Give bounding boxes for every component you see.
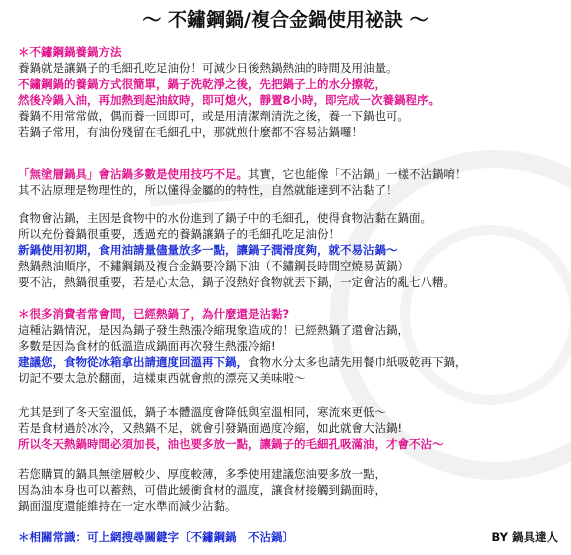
section-heading: ＊不鏽鋼鍋養鍋方法 — [18, 45, 122, 59]
text-line: 多數是因為食材的低溫造成鍋面再次發生熱漲冷縮! — [18, 339, 276, 353]
author-credit: BY 鍋具達人 — [491, 530, 558, 544]
related-tip: ＊相關常識：可上網搜尋關鍵字〔不鏽鋼鍋 不沾鍋〕 — [18, 530, 294, 544]
text-line: 這種沾鍋情況，是因為鍋子發生熱漲冷縮現象造成的！已經熱鍋了還會沾鍋， — [18, 323, 409, 337]
text-line — [18, 166, 563, 182]
text-line: 若鍋子常用，有油份殘留在毛細孔中，那就煎什麼都不容易沾鍋囉！ — [18, 125, 363, 139]
text-line: 鍋面溫度還能維持在一定水準而減少沾黏。 — [18, 499, 237, 513]
plain-text: 其實，它也能像「不沾鍋」一樣不沾鍋唷！ — [248, 167, 467, 181]
text-line: 食物會沾鍋，主因是食物中的水份進到了鍋子中的毛細孔，使得食物沾黏在鍋面。 — [18, 211, 432, 225]
section-faq — [18, 306, 563, 386]
text-line: 若您購買的鍋具無塗層較少、厚度較薄，多季使用建議您油要多放一點， — [18, 467, 386, 481]
text-line: 所以充份養鍋很重要，透過充的養鍋讓鍋子的毛細孔吃足油份！ — [18, 227, 340, 241]
section-winter — [18, 404, 563, 452]
section-heading: ＊很多消費者常會問，已經熱鍋了，為什麼還是沾黏? — [18, 307, 290, 321]
highlight-text: 建議您，食物從冰箱拿出請適度回溫再下鍋， — [18, 355, 248, 369]
section-uncoated — [18, 166, 563, 198]
text-line: 若是食材過於冰冷，又熱鍋不足，就會引發鍋面過度冷縮，如此就會大沾鍋! — [18, 421, 403, 435]
text-line: 熱鍋熱油順序，不鏽鋼鍋及複合金鍋要冷鍋下油（不鏽鋼長時間空燒易黃鍋） — [18, 259, 409, 273]
page-title: ～ 不鏽鋼鍋/複合金鍋使用祕訣 ～ — [142, 9, 429, 31]
text-line: 不鏽鋼鍋的養鍋方式很簡單，鍋子洗乾淨之後，先把鍋子上的水分擦乾， — [18, 77, 386, 91]
text-line: 其不沾原理是物理性的，所以懂得金屬的的特性，自然就能達到不沾黏了！ — [18, 183, 398, 197]
text-line: 新鍋使用初期，食用油請量儘量放多一點，讓鍋子潤滑度夠，就不易沾鍋～ — [18, 243, 398, 257]
text-line: 要不沾，熱鍋很重要，若是心太急，鍋子沒熱好食物就丟下鍋，一定會沾的亂七八糟。 — [18, 275, 455, 289]
plain-text: 食物水分太多也請先用餐巾紙吸乾再下鍋， — [248, 355, 467, 369]
text-line: 養鍋不用常常做，偶而養一回即可，或是用清潔劑清洗之後，養一下鍋也可。 — [18, 109, 409, 123]
text-line: 因為油本身也可以蓄熱，可借此緩衝食材的溫度，讓食材接觸到鍋面時， — [18, 483, 386, 497]
footer — [18, 529, 558, 547]
section-sticking-cause — [18, 210, 563, 290]
section-thin-pans — [18, 466, 563, 514]
text-line — [18, 354, 563, 370]
text-line: 養鍋就是讓鍋子的毛細孔吃足油份！可減少日後熱鍋熱油的時間及用油量。 — [18, 61, 398, 75]
section-seasoning — [18, 44, 563, 140]
text-line: 尤其是到了冬天室溫低，鍋子本體溫度會降低與室溫相同，寒流來更低～ — [18, 405, 386, 419]
text-line: 所以冬天熱鍋時間必須加長，油也要多放一點，讓鍋子的毛細孔吸滿油，才會不沾～ — [18, 437, 444, 451]
text-line: 然後冷鍋入油，再加熱到起油紋時，即可熄火，靜置8小時，即完成一次養鍋程序。 — [18, 93, 440, 107]
text-line: 切記不要太急於翻面，這樣東西就會煎的漂亮又美味啦～ — [18, 371, 306, 385]
highlight-text: 「無塗層鍋具」會沾鍋多數是使用技巧不足。 — [18, 167, 248, 181]
